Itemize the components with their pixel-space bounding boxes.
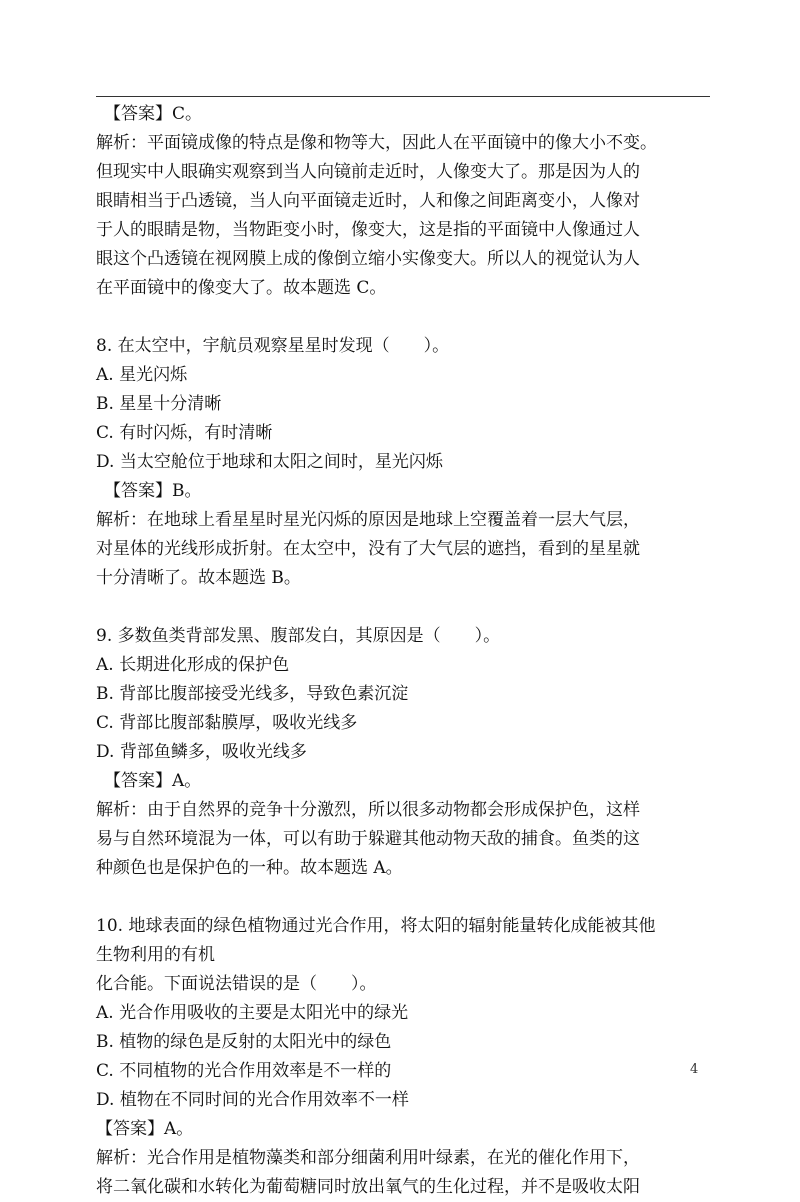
prev-answer: 【答案】C。 [104,104,203,124]
q10-analysis-line: 解析：光合作用是植物藻类和部分细菌利用叶绿素，在光的催化作用下， [96,1148,640,1168]
page-content [96,100,712,1202]
q8-option-a: A. 星光闪烁 [96,365,188,385]
q8-option-c: C. 有时闪烁，有时清晰 [96,423,273,443]
q10-option-d: D. 植物在不同时间的光合作用效率不一样 [96,1090,409,1110]
q9-stem: 9. 多数鱼类背部发黑、腹部发白，其原因是（ ）。 [96,626,501,646]
q10-option-b: B. 植物的绿色是反射的太阳光中的绿色 [96,1032,392,1052]
prev-analysis-line: 解析：平面镜成像的特点是像和物等大，因此人在平面镜中的像大小不变。 [96,133,657,153]
q8-stem: 8. 在太空中，宇航员观察星星时发现（ ）。 [96,336,450,356]
q8-analysis-line: 对星体的光线形成折射。在太空中，没有了大气层的遮挡，看到的星星就 [96,539,640,559]
q10-stem-line: 10. 地球表面的绿色植物通过光合作用，将太阳的辐射能量转化成能被其他 [96,916,656,936]
q9-analysis-line: 易与自然环境混为一体，可以有助于躲避其他动物天敌的捕食。鱼类的这 [96,829,640,849]
q9-option-b: B. 背部比腹部接受光线多，导致色素沉淀 [96,684,409,704]
q8-analysis-line: 十分清晰了。故本题选 B。 [96,568,301,588]
q8-option-b: B. 星星十分清晰 [96,394,222,414]
q9-answer: 【答案】A。 [104,771,202,791]
q9-analysis-line: 解析：由于自然界的竞争十分激烈，所以很多动物都会形成保护色，这样 [96,800,640,820]
q9-option-d: D. 背部鱼鳞多，吸收光线多 [96,742,307,762]
prev-analysis-line: 但现实中人眼确实观察到当人向镜前走近时，人像变大了。那是因为人的 [96,162,640,182]
q8-option-d: D. 当太空舱位于地球和太阳之间时，星光闪烁 [96,452,443,472]
q10-answer: 【答案】A。 [96,1119,194,1139]
q10-option-c: C. 不同植物的光合作用效率是不一样的 [96,1061,392,1081]
q9-analysis-line: 种颜色也是保护色的一种。故本题选 A。 [96,858,403,878]
q8-answer: 【答案】B。 [104,481,202,501]
q9-option-a: A. 长期进化形成的保护色 [96,655,290,675]
q10-stem-line: 生物利用的有机 [96,945,215,965]
prev-analysis-line: 于人的眼睛是物，当物距变小时，像变大，这是指的平面镜中人像通过人 [96,220,640,240]
page-number: 4 [690,1062,699,1077]
prev-analysis-line: 眼睛相当于凸透镜，当人向平面镜走近时，人和像之间距离变小，人像对 [96,191,640,211]
q10-option-a: A. 光合作用吸收的主要是太阳光中的绿光 [96,1003,409,1023]
q10-stem-line: 化合能。下面说法错误的是（ ）。 [96,974,377,994]
header-rule [96,96,710,97]
prev-analysis-line: 在平面镜中的像变大了。故本题选 C。 [96,278,387,298]
q9-option-c: C. 背部比腹部黏膜厚，吸收光线多 [96,713,358,733]
q10-analysis-line: 将二氧化碳和水转化为葡萄糖同时放出氧气的生化过程，并不是吸收太阳 [96,1177,640,1197]
prev-analysis-line: 眼这个凸透镜在视网膜上成的像倒立缩小实像变大。所以人的视觉认为人 [96,249,640,269]
q8-analysis-line: 解析：在地球上看星星时星光闪烁的原因是地球上空覆盖着一层大气层， [96,510,640,530]
